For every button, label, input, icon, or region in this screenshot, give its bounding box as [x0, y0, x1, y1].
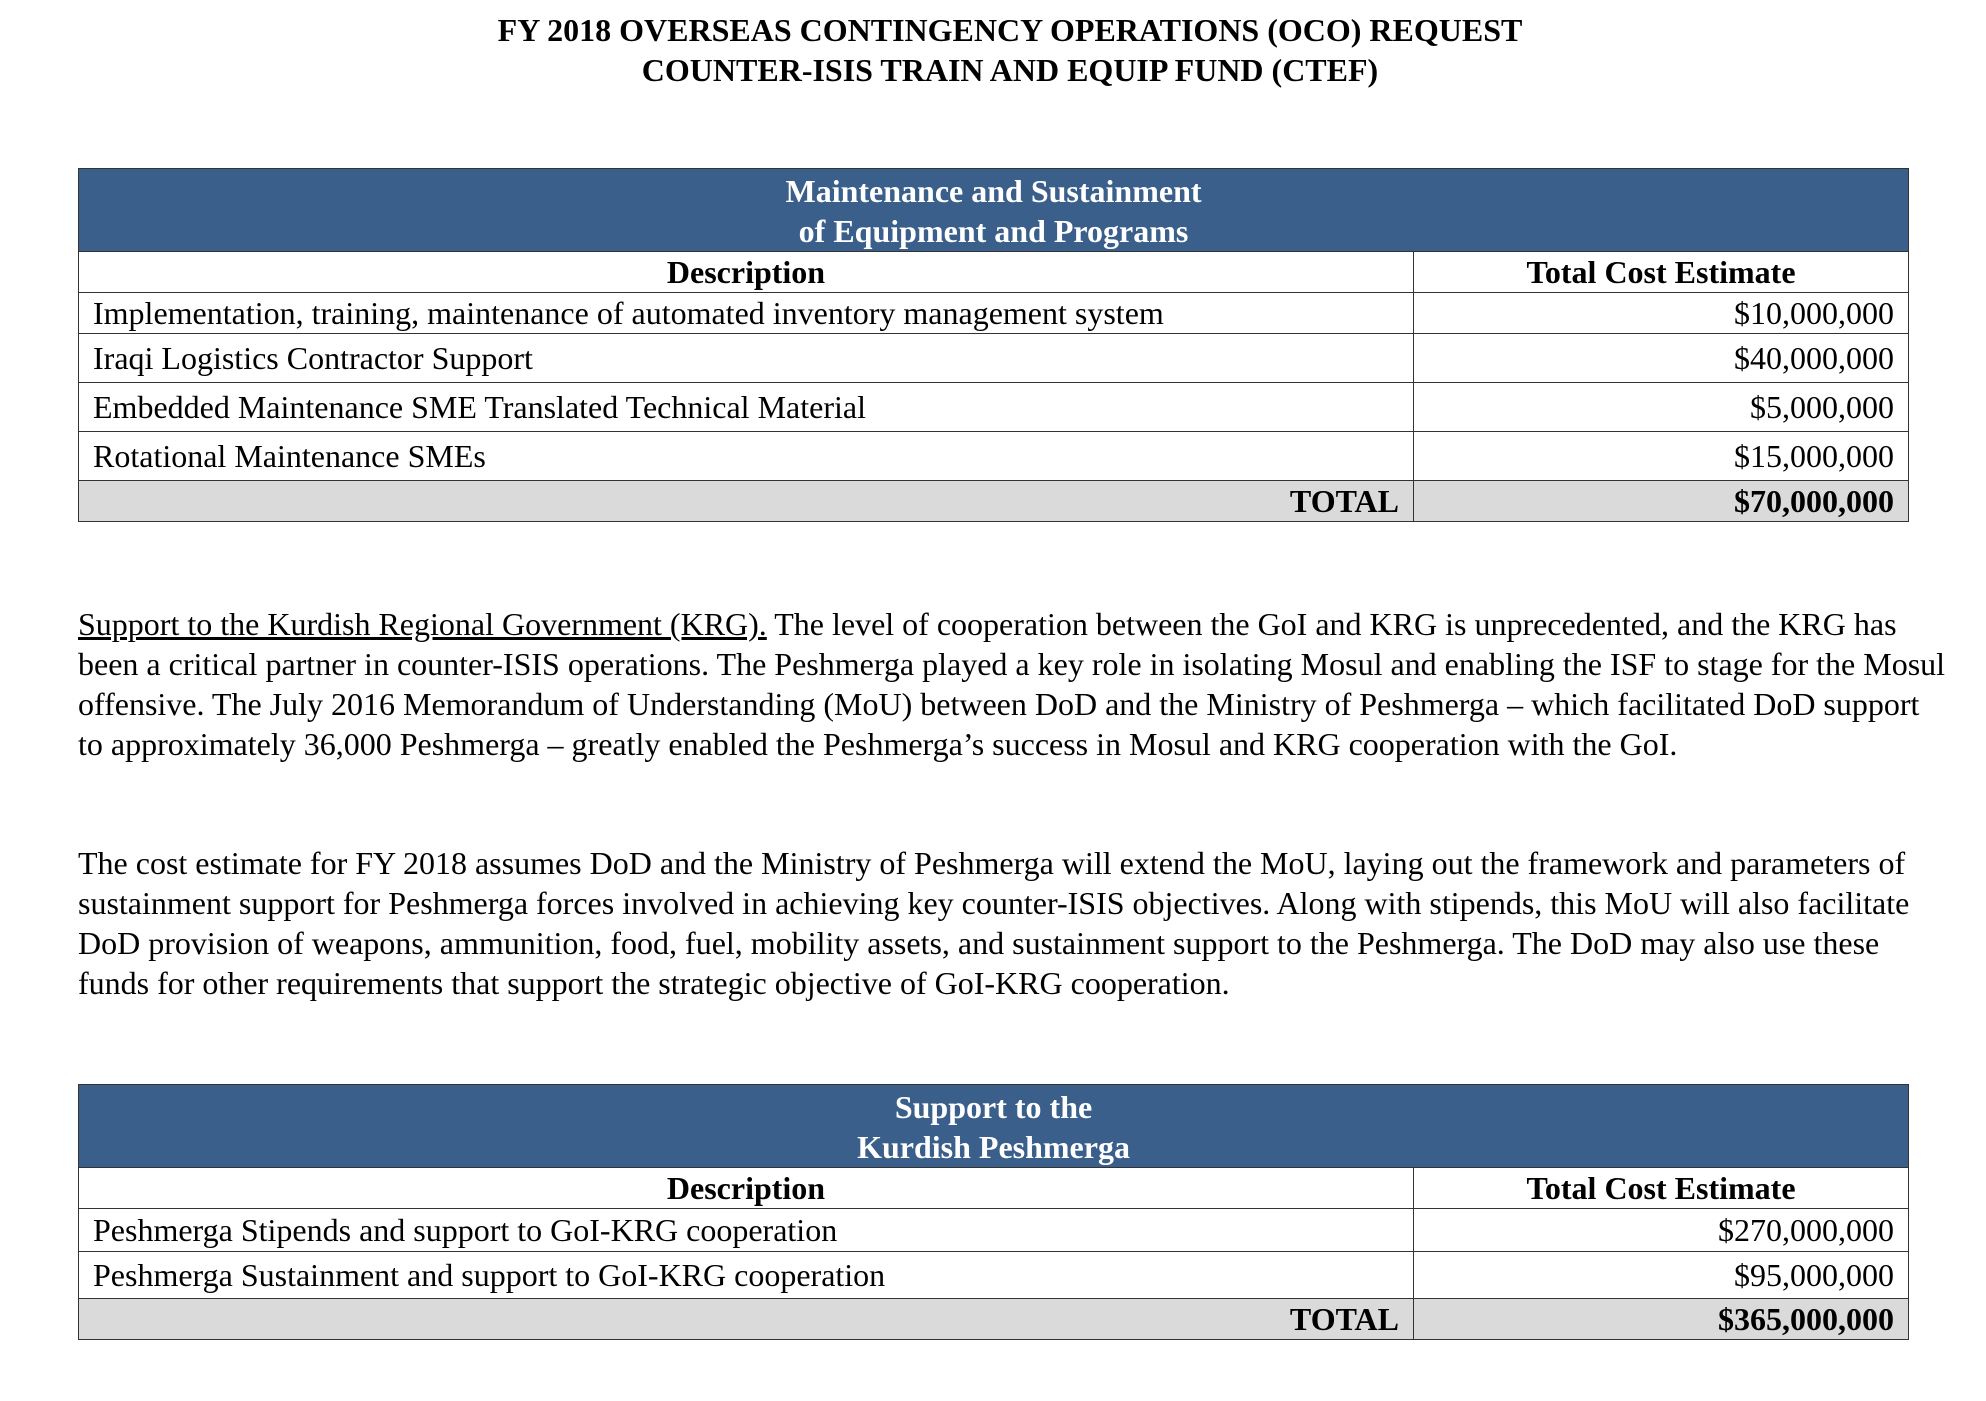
table-row	[79, 383, 1909, 432]
total-label: TOTAL	[79, 1299, 1414, 1340]
total-label: TOTAL	[79, 481, 1414, 522]
column-header-description: Description	[79, 252, 1414, 293]
row-cost: $15,000,000	[1414, 432, 1909, 481]
column-header-cost: Total Cost Estimate	[1414, 1168, 1909, 1209]
table-title-line-2: Kurdish Peshmerga	[857, 1129, 1130, 1165]
total-row	[79, 1299, 1909, 1340]
table-title-line-1: Support to the	[894, 1089, 1093, 1125]
column-header-cost: Total Cost Estimate	[1414, 252, 1909, 293]
row-description: Embedded Maintenance SME Translated Technical Material	[79, 383, 1414, 432]
document-title-line-1: FY 2018 OVERSEAS CONTINGENCY OPERATIONS (OCO) REQUEST	[497, 12, 1523, 48]
total-value: $365,000,000	[1414, 1299, 1909, 1340]
table-title-line-1: Maintenance and Sustainment	[785, 173, 1202, 209]
table-row	[79, 293, 1909, 334]
table-title	[79, 169, 1909, 252]
row-cost: $10,000,000	[1414, 293, 1909, 334]
maintenance-sustainment-table	[78, 168, 1909, 522]
krg-paragraph-body: The level of cooperation between the GoI and KRG is unprecedented, and the KRG has been a critical partner in counter-ISIS operations. The Peshmerga played a key role in isolating Mosul and enabling the ISF to stage for the Mosul offensive. The July 2016 Memorandum of Understanding (MoU) between DoD and the Ministry of Peshmerga – which facilitated DoD support to approximately 36,000 Peshmerga – greatly enabled the Peshmerga’s success in Mosul and KRG cooperation with the GoI.	[78, 606, 1946, 762]
row-description: Peshmerga Sustainment and support to GoI-KRG cooperation	[79, 1252, 1414, 1299]
krg-paragraph	[78, 604, 1948, 764]
row-description: Implementation, training, maintenance of automated inventory management system	[79, 293, 1414, 334]
table-title	[79, 1085, 1909, 1168]
document-title-line-2: COUNTER-ISIS TRAIN AND EQUIP FUND (CTEF)	[641, 52, 1379, 88]
row-cost: $5,000,000	[1414, 383, 1909, 432]
cost-estimate-paragraph: The cost estimate for FY 2018 assumes DoD and the Ministry of Peshmerga will extend the MoU, laying out the framework and parameters of sustainment support for Peshmerga forces involved in achieving key counter-ISIS objectives. Along with stipends, this MoU will also facilitate DoD provision of weapons, ammunition, food, fuel, mobility assets, and sustainment support to the Peshmerga. The DoD may also use these funds for other requirements that support the strategic objective of GoI-KRG cooperation.	[78, 845, 1910, 1001]
krg-paragraph-heading: Support to the Kurdish Regional Government (KRG).	[78, 606, 767, 642]
row-cost: $270,000,000	[1414, 1209, 1909, 1252]
row-description: Peshmerga Stipends and support to GoI-KRG cooperation	[79, 1209, 1414, 1252]
total-value: $70,000,000	[1414, 481, 1909, 522]
document-title	[0, 10, 1986, 90]
table-row	[79, 432, 1909, 481]
table-row	[79, 334, 1909, 383]
column-header-description: Description	[79, 1168, 1414, 1209]
table-row	[79, 1209, 1909, 1252]
row-description: Iraqi Logistics Contractor Support	[79, 334, 1414, 383]
row-cost: $95,000,000	[1414, 1252, 1909, 1299]
table-title-line-2: of Equipment and Programs	[798, 213, 1189, 249]
total-row	[79, 481, 1909, 522]
row-description: Rotational Maintenance SMEs	[79, 432, 1414, 481]
row-cost: $40,000,000	[1414, 334, 1909, 383]
table-row	[79, 1252, 1909, 1299]
peshmerga-support-table	[78, 1084, 1909, 1340]
